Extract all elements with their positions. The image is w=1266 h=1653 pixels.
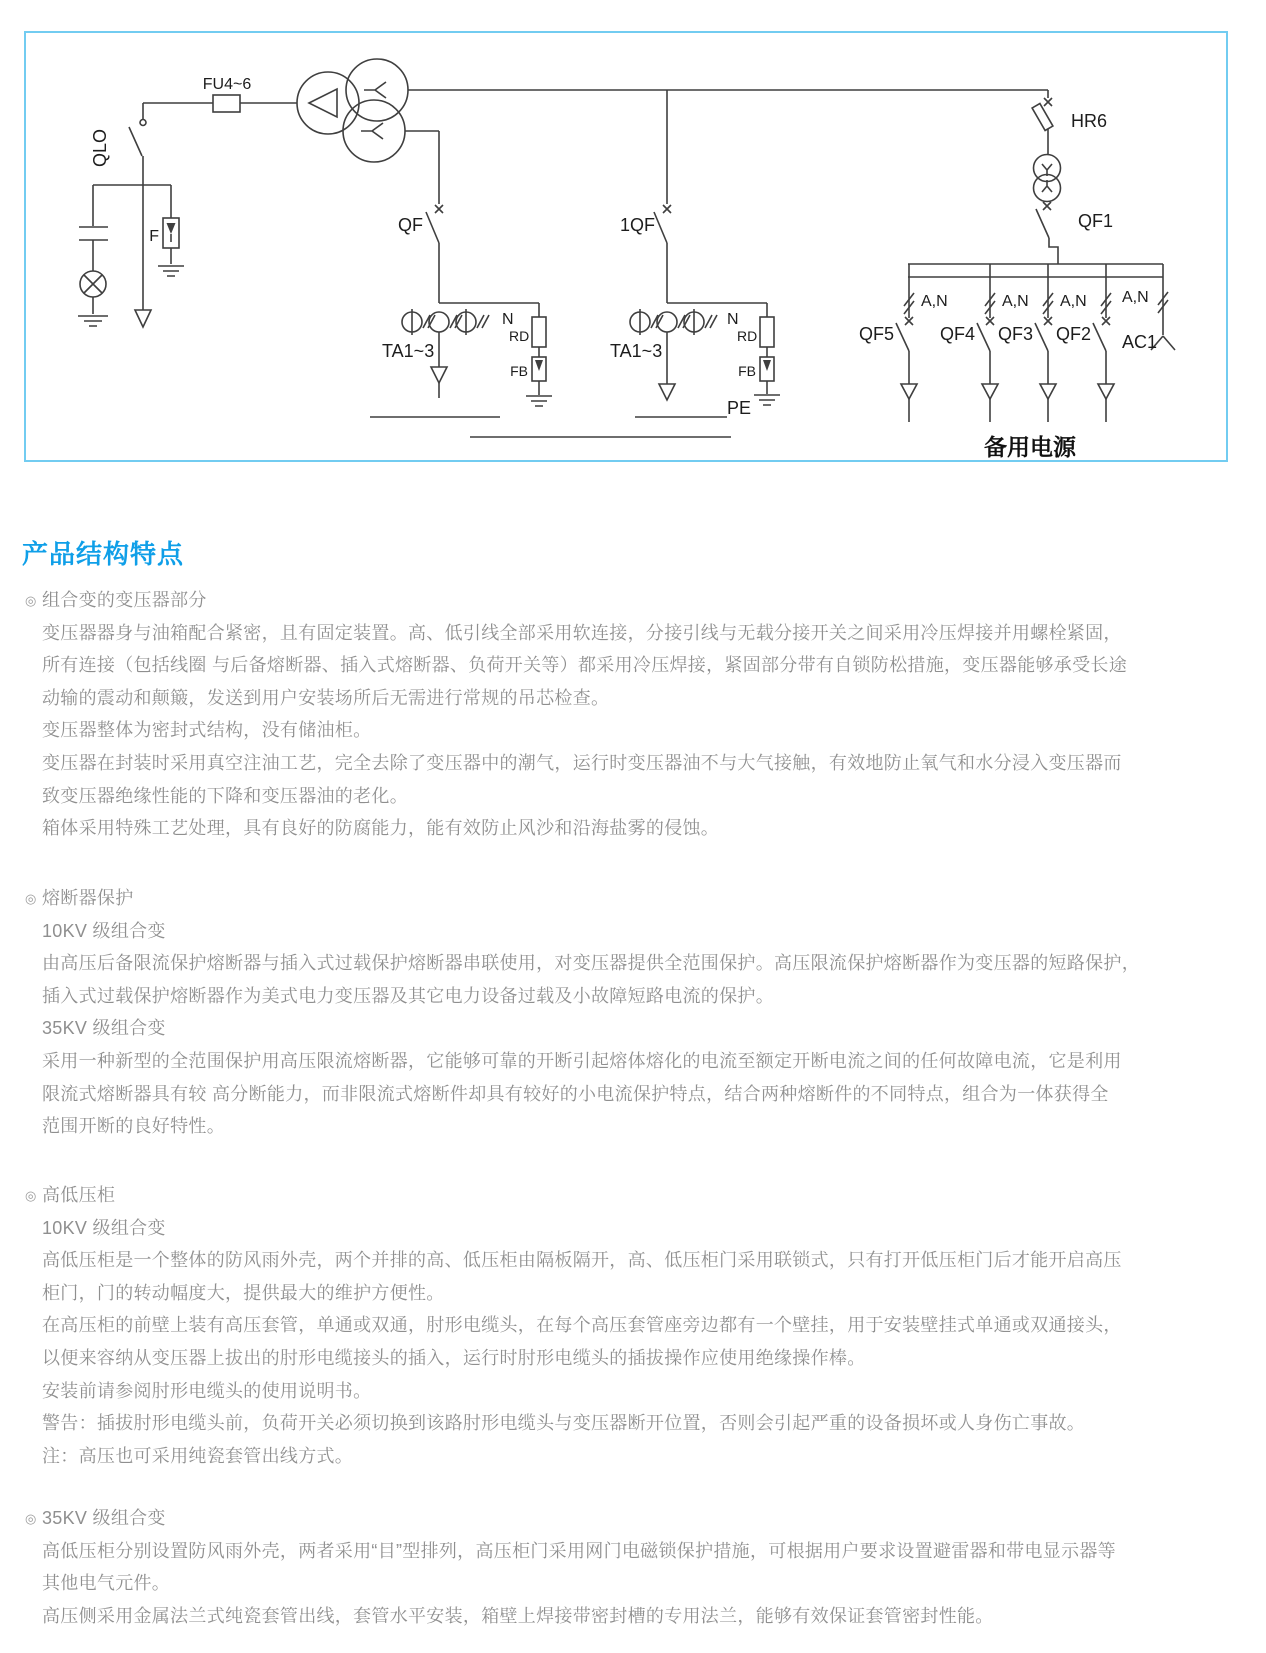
contact-x-icon (1043, 202, 1051, 210)
label-fb-left: FB (510, 363, 528, 379)
body-line: 高压侧采用金属法兰式纯瓷套管出线，套管水平安装，箱壁上焊接带密封槽的专用法兰，能够有效保证套管密封性能。 (42, 1605, 994, 1626)
breaker-qf1-blade (1036, 209, 1049, 238)
aux-transformer-icon (1034, 175, 1061, 202)
label-qf1: QF1 (1078, 211, 1114, 231)
arrow-down-icon (659, 384, 675, 400)
section-title (25, 1502, 1210, 1535)
label-1qf: 1QF (620, 215, 656, 235)
body-line: 10KV 级组合变 (42, 1217, 166, 1238)
label-qf: QF (398, 215, 423, 235)
contact-x-icon (1102, 317, 1110, 325)
body-line: 范围开断的良好特性。 (42, 1116, 225, 1137)
label-fb-right: FB (738, 363, 756, 379)
fuse-hr6-symbol (1032, 103, 1053, 130)
fuse-rd-symbol (760, 317, 774, 347)
body-line: 变压器在封装时采用真空注油工艺，完全去除了变压器中的潮气，运行时变压器油不与大气接触，有效地防止氧气和水分浸入变压器而 (42, 752, 1122, 773)
section-title (25, 1179, 1210, 1212)
label-an-1: A,N (921, 293, 948, 310)
circuit-diagram (0, 0, 1266, 470)
fuse-rd-symbol (532, 317, 546, 347)
breaker-1qf-blade (654, 212, 667, 243)
arrow-down-icon (1040, 384, 1056, 399)
label-n-left: N (502, 311, 514, 328)
label-ta13-right: TA1~3 (610, 341, 663, 361)
left-branch (78, 76, 297, 327)
bus-bars (908, 264, 1163, 277)
breaker-qf5-blade (896, 323, 909, 351)
label-f: F (149, 228, 159, 245)
label-qf4: QF4 (939, 324, 975, 344)
body-line: 插入式过载保护熔断器作为美式电力变压器及其它电力设备过载及小故障短路电流的保护。 (42, 985, 774, 1006)
fuse-fu46-symbol (213, 95, 240, 112)
feeder-qf (370, 131, 552, 417)
section-title-text: 高低压柜 (42, 1185, 116, 1205)
aux-supply (1032, 90, 1113, 264)
label-an-4: A,N (1122, 289, 1149, 306)
arrow-down-icon (135, 310, 151, 327)
arrow-down-icon (431, 367, 447, 383)
label-qf3: QF3 (997, 324, 1033, 344)
bullet-icon: ◎ (25, 1188, 37, 1203)
label-qf2: QF2 (1055, 324, 1091, 344)
body-line: 高低压柜是一个整体的防风雨外壳，两个并排的高、低压柜由隔板隔开，高、低压柜门采用联锁式，只有打开低压柜门后才能开启高压 (42, 1250, 1122, 1271)
section-35kv (25, 1502, 1210, 1632)
section-title-text: 35KV 级组合变 (42, 1508, 166, 1528)
arrow-down-icon (982, 384, 998, 399)
label-hr6: HR6 (1071, 111, 1108, 131)
body-line: 35KV 级组合变 (42, 1018, 166, 1039)
body-line: 柜门，门的转动幅度大，提供最大的维护方便性。 (42, 1282, 445, 1303)
ground-icon (78, 316, 108, 326)
wye-winding-icon (364, 82, 386, 98)
contact-x-icon (905, 317, 913, 325)
label-ac1: AC1 (1121, 332, 1157, 352)
breaker-qf2-blade (1093, 323, 1106, 351)
bullet-icon: ◎ (25, 1511, 37, 1526)
contact-x-icon (986, 317, 994, 325)
label-ta13-left: TA1~3 (382, 341, 435, 361)
body-line: 致变压器绝缘性能的下降和变压器油的老化。 (42, 785, 408, 806)
contact-x-icon (1044, 98, 1052, 106)
body-line: 在高压柜的前壁上装有高压套管，单通或双通，肘形电缆头，在每个高压套管座旁边都有一个壁挂，用于安装壁挂式单通或双通接头， (42, 1315, 1122, 1336)
body-line: 动输的震动和颠簸，发送到用户安装场所后无需进行常规的吊芯检查。 (42, 687, 610, 708)
body-line: 警告：插拔肘形电缆头前，负荷开关必须切换到该路肘形电缆头与变压器断开位置，否则会引起严重的设备损坏或人身伤亡事故。 (42, 1413, 1086, 1434)
section-title (25, 584, 1210, 617)
feeder-1qf (470, 90, 780, 437)
breaker-qf-blade (426, 212, 439, 243)
label-n-right: N (727, 311, 739, 328)
contact-x-icon (1044, 317, 1052, 325)
breaker-qf3-blade (1035, 323, 1048, 351)
arrow-down-icon (1098, 384, 1114, 399)
delta-winding-icon (309, 89, 337, 117)
contact-x-icon (435, 205, 443, 213)
bullet-icon: ◎ (25, 891, 37, 906)
body-line: 变压器整体为密封式结构，没有储油柜。 (42, 720, 372, 741)
label-pe: PE (727, 398, 752, 418)
label-qlo: QLO (90, 128, 110, 168)
body-line: 限流式熔断器具有较 高分断能力，而非限流式熔断件却具有较好的小电流保护特点，结合两种熔断件的不同特点，组合为一体获得全 (42, 1083, 1109, 1104)
label-rd-left: RD (509, 328, 530, 344)
contact-x-icon (663, 205, 671, 213)
label-rd-right: RD (737, 328, 758, 344)
switch-qlo-blade (129, 127, 142, 156)
switch-qlo-contact (140, 120, 146, 126)
body-line: 变压器器身与油箱配合紧密，且有固定装置。高、低引线全部采用软连接，分接引线与无载分接开关之间采用冷压焊接并用螺栓紧固， (42, 622, 1122, 643)
label-fu46: FU4~6 (202, 76, 252, 93)
label-qf5: QF5 (858, 324, 894, 344)
body-line: 10KV 级组合变 (42, 920, 166, 941)
section-title-text: 熔断器保护 (42, 888, 134, 908)
ground-icon (526, 396, 552, 406)
body-line: 由高压后备限流保护熔断器与插入式过载保护熔断器串联使用，对变压器提供全范围保护。高压限流保护熔断器作为变压器的短路保护， (42, 953, 1140, 974)
section-hv-lv-cabinet (25, 1179, 1210, 1472)
body-line: 箱体采用特殊工艺处理，具有良好的防腐能力，能有效防止风沙和沿海盐雾的侵蚀。 (42, 818, 720, 839)
label-backup-power: 备用电源 (984, 434, 1076, 460)
body-line: 所有连接（包括线圈 与后备熔断器、插入式熔断器、负荷开关等）都采用冷压焊接，紧固部分带有自锁防松措施，变压器能够承受长途 (42, 655, 1127, 676)
body-line: 安装前请参阅肘形电缆头的使用说明书。 (42, 1380, 372, 1401)
lv-bus (859, 264, 1175, 460)
capacitor-icon (79, 227, 108, 240)
body-line: 高低压柜分别设置防风雨外壳，两者采用“目”型排列，高压柜门采用网门电磁锁保护措施，可根据用户要求设置避雷器和带电显示器等 (42, 1540, 1116, 1561)
body-line: 采用一种新型的全范围保护用高压限流熔断器，它能够可靠的开断引起熔体熔化的电流至额定开断电流之间的任何故障电流，它是利用 (42, 1050, 1122, 1071)
breaker-qf4-blade (977, 323, 990, 351)
ground-icon (158, 266, 184, 276)
body-line: 注：高压也可采用纯瓷套管出线方式。 (42, 1445, 354, 1466)
body-line: 其他电气元件。 (42, 1573, 171, 1594)
section-title-text: 组合变的变压器部分 (42, 590, 207, 610)
body-line: 以便来容纳从变压器上拔出的肘形电缆接头的插入，运行时肘形电缆头的插拔操作应使用绝缘操作棒。 (42, 1347, 866, 1368)
label-an-2: A,N (1002, 293, 1029, 310)
main-transformer-icon (297, 59, 1048, 162)
wye-winding-icon (361, 123, 383, 139)
ground-icon (754, 395, 780, 405)
bullet-icon: ◎ (25, 593, 37, 608)
section-title (25, 882, 1210, 915)
section-fuse-protection (25, 882, 1210, 1143)
arrow-down-icon (901, 384, 917, 399)
label-an-3: A,N (1060, 293, 1087, 310)
section-transformer (25, 584, 1210, 845)
page-title: 产品结构特点 (22, 539, 185, 569)
outgoing-qf5 (859, 264, 948, 422)
